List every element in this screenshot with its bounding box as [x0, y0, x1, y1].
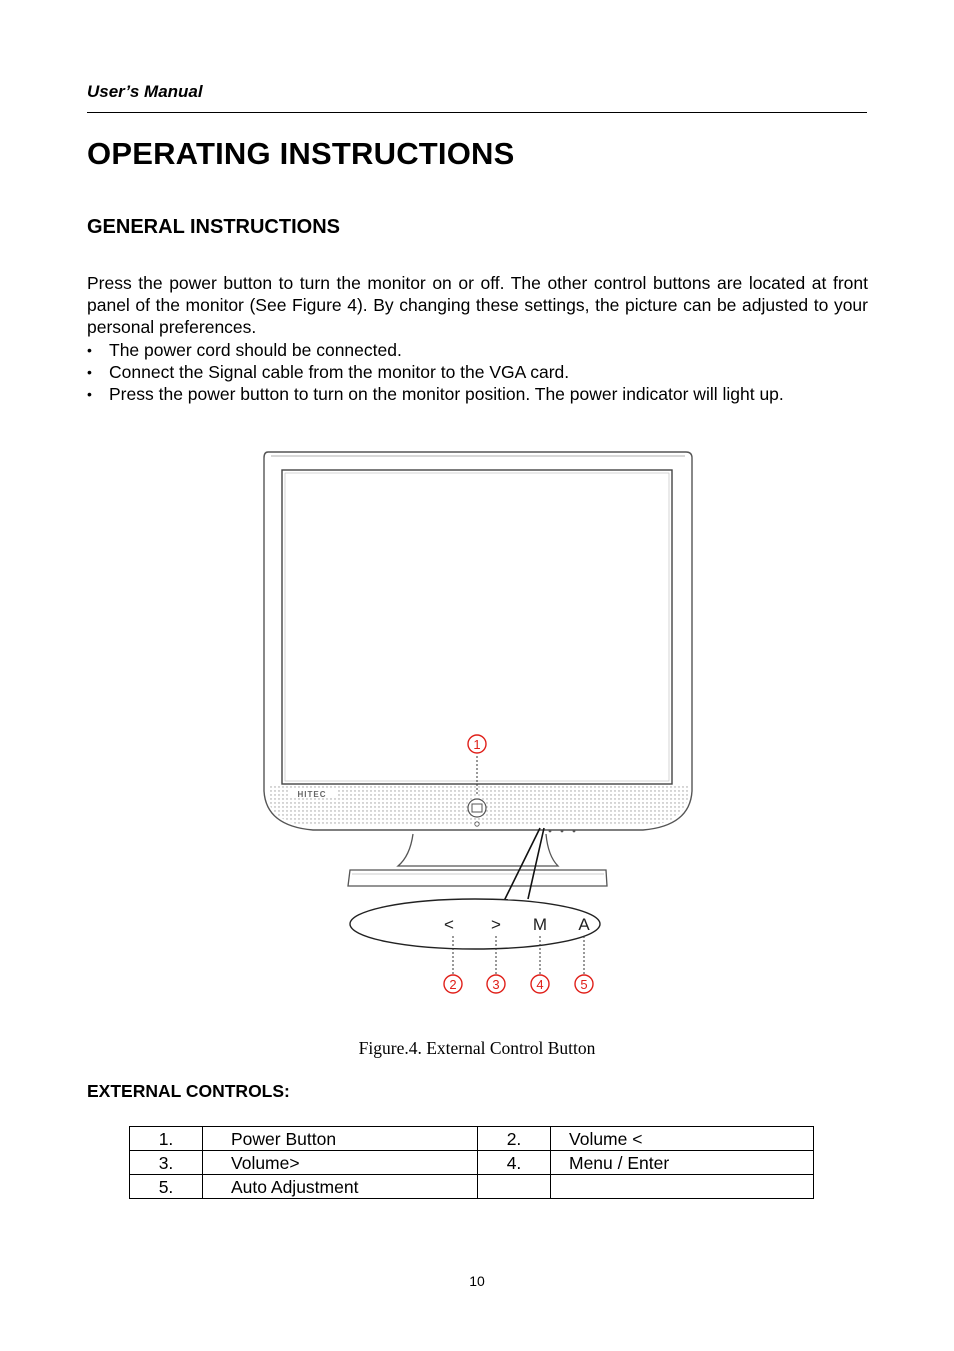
bullet-icon: •	[87, 342, 92, 358]
table-cell-label: Menu / Enter	[551, 1151, 814, 1175]
monitor-base	[348, 870, 607, 886]
callout-3: 3	[492, 977, 500, 992]
table-row	[130, 1127, 814, 1151]
button-right-label: >	[491, 915, 501, 934]
intro-paragraph: Press the power button to turn the monitor on or off. The other control buttons are located at front panel of the monitor (See Figure 4). By changing these settings, the picture can be adjusted to your personal preferences.	[87, 273, 868, 337]
list-item	[87, 383, 877, 405]
callout-1: 1	[473, 737, 481, 752]
figure-caption: Figure.4. External Control Button	[358, 1038, 596, 1058]
table-row	[130, 1175, 814, 1199]
monitor-illustration	[258, 446, 698, 998]
button-auto-label: A	[578, 915, 590, 934]
monitor-figure	[258, 446, 698, 998]
table-row	[130, 1151, 814, 1175]
bullet-icon: •	[87, 364, 92, 380]
table-cell-label: Volume>	[203, 1151, 478, 1175]
page-number: 10	[469, 1273, 485, 1289]
running-header: User’s Manual	[87, 82, 203, 101]
button-left-label: <	[444, 915, 454, 934]
button-menu-label: M	[532, 915, 548, 934]
table-cell-number: 2.	[478, 1127, 551, 1151]
button-callout-bubble	[350, 899, 600, 949]
table-cell-label: Auto Adjustment	[203, 1175, 478, 1199]
brand-logo: HITEC	[297, 790, 327, 799]
table-cell-label	[551, 1175, 814, 1199]
list-item-text: Connect the Signal cable from the monitor to the VGA card.	[109, 362, 570, 382]
controls-table	[129, 1126, 814, 1199]
list-item-text: Press the power button to turn on the monitor position. The power indicator will light up.	[109, 384, 784, 404]
instruction-list	[87, 339, 877, 405]
power-button	[468, 799, 486, 817]
callout-4: 4	[536, 977, 544, 992]
list-item	[87, 339, 877, 361]
table-cell-number: 5.	[130, 1175, 203, 1199]
page-title: OPERATING INSTRUCTIONS	[87, 136, 515, 171]
section-heading: GENERAL INSTRUCTIONS	[87, 216, 340, 238]
list-item	[87, 361, 877, 383]
table-cell-number: 3.	[130, 1151, 203, 1175]
table-cell-number	[478, 1175, 551, 1199]
table-cell-number: 1.	[130, 1127, 203, 1151]
controls-heading: EXTERNAL CONTROLS:	[87, 1081, 290, 1101]
list-item-text: The power cord should be connected.	[109, 340, 402, 360]
callout-2: 2	[449, 977, 457, 992]
table-cell-label: Power Button	[203, 1127, 478, 1151]
bullet-icon: •	[87, 386, 92, 402]
callout-5: 5	[580, 977, 588, 992]
table-cell-number: 4.	[478, 1151, 551, 1175]
header-rule	[87, 112, 867, 113]
table-cell-label: Volume <	[551, 1127, 814, 1151]
